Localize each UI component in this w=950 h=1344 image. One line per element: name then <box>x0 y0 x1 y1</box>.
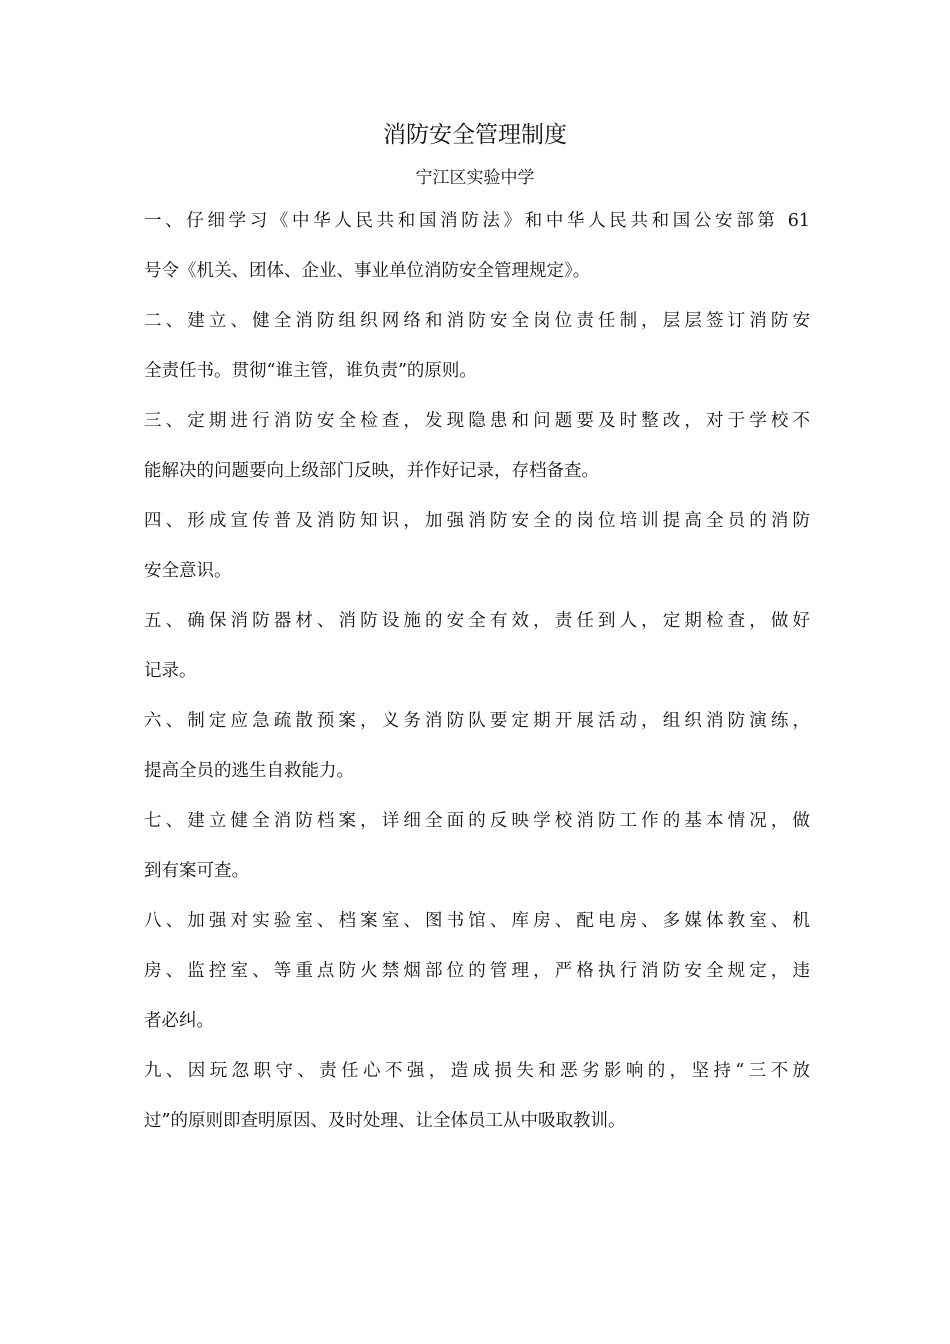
paragraph-line: 房、监控室、等重点防火禁烟部位的管理，严格执行消防安全规定，违 <box>144 961 810 981</box>
paragraph-line: 八、加强对实验室、档案室、图书馆、库房、配电房、多媒体教室、机 <box>144 911 810 931</box>
paragraph-2 <box>144 296 810 396</box>
document-title: 消防安全管理制度 <box>383 122 567 148</box>
paragraph-line: 能解决的问题要向上级部门反映，并作好记录，存档备查。 <box>144 461 599 481</box>
paragraph-line: 号令《机关、团体、企业、事业单位消防安全管理规定》。 <box>144 261 591 281</box>
paragraph-line: 过”的原则即查明原因、及时处理、让全体员工从中吸取教训。 <box>144 1111 626 1131</box>
paragraph-line: 到有案可查。 <box>144 861 249 881</box>
paragraph-line: 三、定期进行消防安全检查，发现隐患和问题要及时整改，对于学校不 <box>144 411 810 431</box>
document-subtitle: 宁江区实验中学 <box>415 168 535 188</box>
paragraph-line: 安全意识。 <box>144 561 232 581</box>
paragraph-8 <box>144 896 810 1046</box>
paragraph-line: 提高全员的逃生自救能力。 <box>144 761 354 781</box>
paragraph-3 <box>144 396 810 496</box>
paragraph-line: 一、仔细学习《中华人民共和国消防法》和中华人民共和国公安部第 61 <box>144 211 810 231</box>
paragraph-6 <box>144 696 810 796</box>
paragraph-4 <box>144 496 810 596</box>
paragraph-line: 者必纠。 <box>144 1011 214 1031</box>
paragraph-line: 五、确保消防器材、消防设施的安全有效，责任到人，定期检查，做好 <box>144 611 810 631</box>
paragraph-9 <box>144 1046 810 1146</box>
paragraph-line: 记录。 <box>144 661 197 681</box>
paragraph-5 <box>144 596 810 696</box>
paragraph-1 <box>144 196 810 296</box>
document-body <box>144 196 810 1146</box>
paragraph-line: 四、形成宣传普及消防知识，加强消防安全的岗位培训提高全员的消防 <box>144 511 810 531</box>
paragraph-line: 六、制定应急疏散预案，义务消防队要定期开展活动，组织消防演练， <box>144 711 810 731</box>
paragraph-line: 七、建立健全消防档案，详细全面的反映学校消防工作的基本情况，做 <box>144 811 810 831</box>
paragraph-line: 二、建立、健全消防组织网络和消防安全岗位责任制，层层签订消防安 <box>144 311 810 331</box>
paragraph-line: 全责任书。贯彻“谁主管，谁负责”的原则。 <box>144 361 477 381</box>
paragraph-line: 九、因玩忽职守、责任心不强，造成损失和恶劣影响的，坚持“三不放 <box>144 1061 810 1081</box>
paragraph-7 <box>144 796 810 896</box>
